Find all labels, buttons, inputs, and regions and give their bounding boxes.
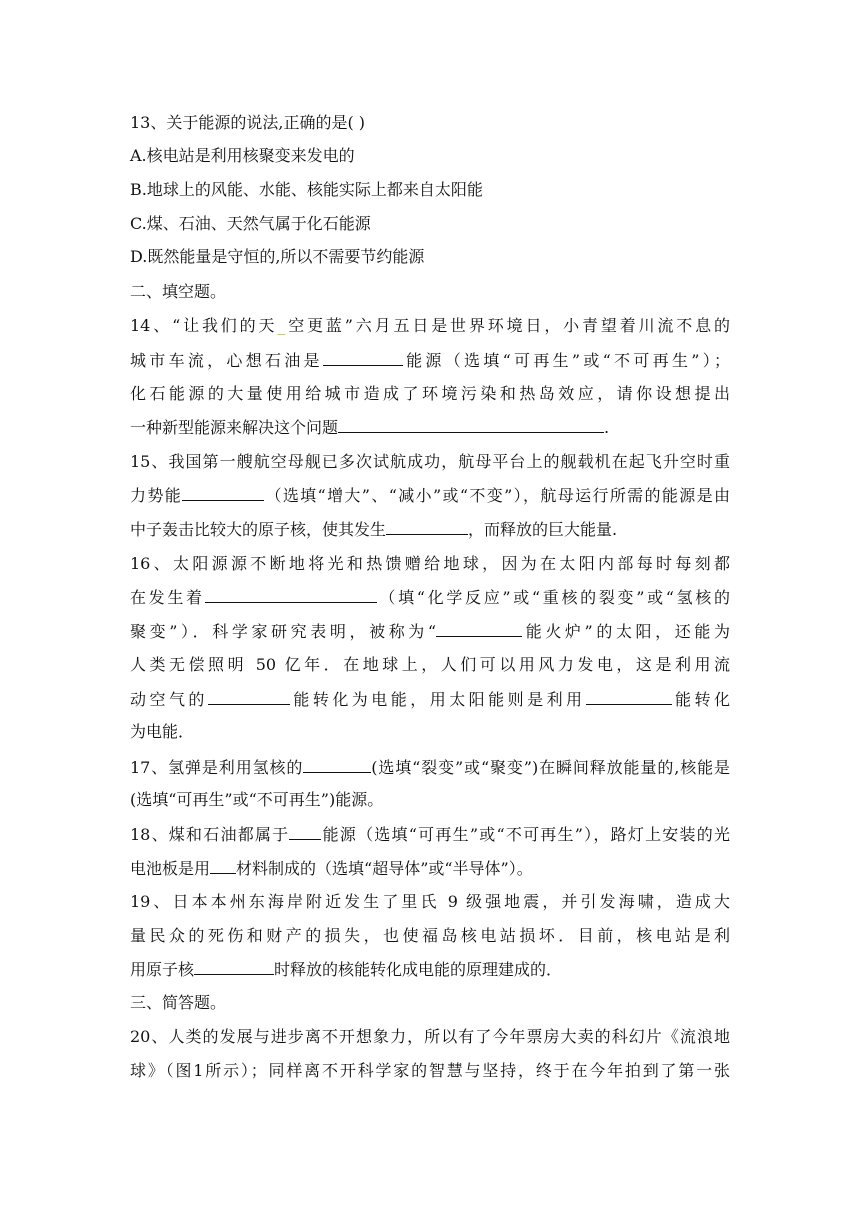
q18-answer-blank-1[interactable]: [289, 824, 321, 840]
q13-option-b: B.地球上的风能、水能、核能实际上都来自太阳能: [130, 180, 483, 199]
q14-line-2: [130, 350, 730, 371]
q17-answer-blank[interactable]: [303, 757, 371, 773]
q19-line-2: 量民众的死伤和财产的损失，也使福岛核电站损坏．目前，核电站是利: [130, 926, 730, 945]
q14-line-3: 化石能源的大量使用给城市造成了环境污染和热岛效应，请你设想提出: [130, 384, 730, 403]
q14-text: 城市车流，心想石油是: [130, 351, 323, 370]
q16-text: 聚变”）．科学家研究表明，被称为“: [130, 622, 437, 641]
q16-line-6: 为电能．: [130, 722, 195, 741]
q18-text: 能源（选填“可再生”或“不可再生”），路灯上安装的光: [321, 825, 730, 844]
q15-text: 力势能: [130, 486, 183, 505]
q16-line-3: [130, 621, 730, 642]
q15-answer-blank-1[interactable]: [182, 485, 264, 501]
q16-answer-blank-2[interactable]: [436, 621, 522, 637]
q15-text: 中子轰击比较大的原子核，使其发生: [130, 520, 387, 539]
q14-text: 空更蓝”六月五日是世界环境日，小青望着川流不息的: [285, 316, 730, 335]
q16-line-2: [130, 587, 730, 608]
q19-line-3: [130, 959, 730, 980]
q18-line-1: [130, 824, 730, 845]
q17-text: (选填“裂变”或“聚变”)在瞬间释放能量的,核能是: [371, 758, 730, 777]
q14-line-4: [130, 417, 730, 438]
q17-line-2: (选填“可再生”或“不可再生”)能源。: [130, 790, 384, 809]
q16-text: （填“化学反应”或“重核的裂变”或“氢核的: [376, 588, 730, 607]
q20-line-1: 20、人类的发展与进步离不开想象力，所以有了今年票房大卖的科幻片《流浪地: [130, 1027, 730, 1046]
q15-answer-blank-2[interactable]: [386, 519, 468, 535]
q16-text: 能火炉”的太阳，还能为: [522, 622, 730, 641]
section-heading-fill-in: 二、填空题。: [130, 282, 227, 301]
q18-text: 18、煤和石油都属于: [130, 825, 290, 844]
q18-text: 材料制成的（选填“超导体”或“半导体”）。: [236, 859, 533, 878]
q15-line-1: 15、我国第一艘航空母舰已多次试航成功，航母平台上的舰载机在起飞升空时重: [130, 452, 730, 471]
q19-line-1: 19、日本本州东海岸附近发生了里氏 9 级强地震，并引发海啸，造成大: [130, 892, 730, 911]
q13-option-a: A.核电站是利用核聚变来发电的: [130, 146, 355, 165]
q18-line-2: [130, 858, 730, 879]
q14-text: .: [604, 418, 610, 437]
q15-line-2: [130, 485, 730, 506]
q14-marker: _: [277, 316, 286, 335]
q13-option-c: C.煤、石油、天然气属于化石能源: [130, 214, 371, 233]
q14-answer-blank-1[interactable]: [323, 350, 403, 366]
q16-text: 能转化: [671, 690, 730, 709]
q14-text: 能源（选填“可再生”或“不可再生”）；: [402, 351, 730, 370]
q14-text: 14、“让我们的天: [130, 316, 278, 335]
q17-text: 17、氢弹是利用氢核的: [130, 758, 304, 777]
q19-text: 用原子核: [130, 960, 195, 979]
q20-line-2: 球》（图1所示）；同样离不开科学家的智慧与坚持，终于在今年拍到了第一张: [130, 1061, 730, 1080]
q16-text: 能转化为电能，用太阳能则是利用: [289, 690, 586, 709]
q13-stem: 13、关于能源的说法,正确的是( ): [130, 113, 366, 132]
section-heading-short-answer: 三、简答题。: [130, 993, 227, 1012]
q16-answer-blank-1[interactable]: [205, 587, 377, 603]
q16-answer-blank-4[interactable]: [586, 689, 672, 705]
q16-answer-blank-3[interactable]: [208, 689, 290, 705]
q17-line-1: [130, 757, 730, 778]
q18-answer-blank-2[interactable]: [210, 858, 236, 874]
q16-line-1: 16、太阳源源不断地将光和热馈赠给地球，因为在太阳内部每时每刻都: [130, 554, 730, 573]
q14-text: 一种新型能源来解决这个问题: [130, 418, 339, 437]
q19-text: 时释放的核能转化成电能的原理建成的．: [274, 960, 563, 979]
q16-text: 在发生着: [130, 588, 205, 607]
q15-text: ，而释放的巨大能量.: [468, 520, 618, 539]
q18-text: 电池板是用: [130, 859, 211, 878]
q13-option-d: D.既然能量是守恒的,所以不需要节约能源: [130, 247, 425, 266]
q15-text: （选填“增大”、“减小”或“不变”），航母运行所需的能源是由: [264, 486, 730, 505]
q14-line-1: [130, 316, 730, 336]
q14-answer-blank-2[interactable]: [338, 417, 604, 433]
q16-text: 动空气的: [130, 690, 208, 709]
q15-line-3: [130, 519, 730, 540]
q19-answer-blank[interactable]: [194, 959, 274, 975]
q16-line-5: [130, 689, 730, 710]
q16-line-4: 人类无偿照明 50 亿年．在地球上，人们可以用风力发电，这是利用流: [130, 655, 730, 674]
